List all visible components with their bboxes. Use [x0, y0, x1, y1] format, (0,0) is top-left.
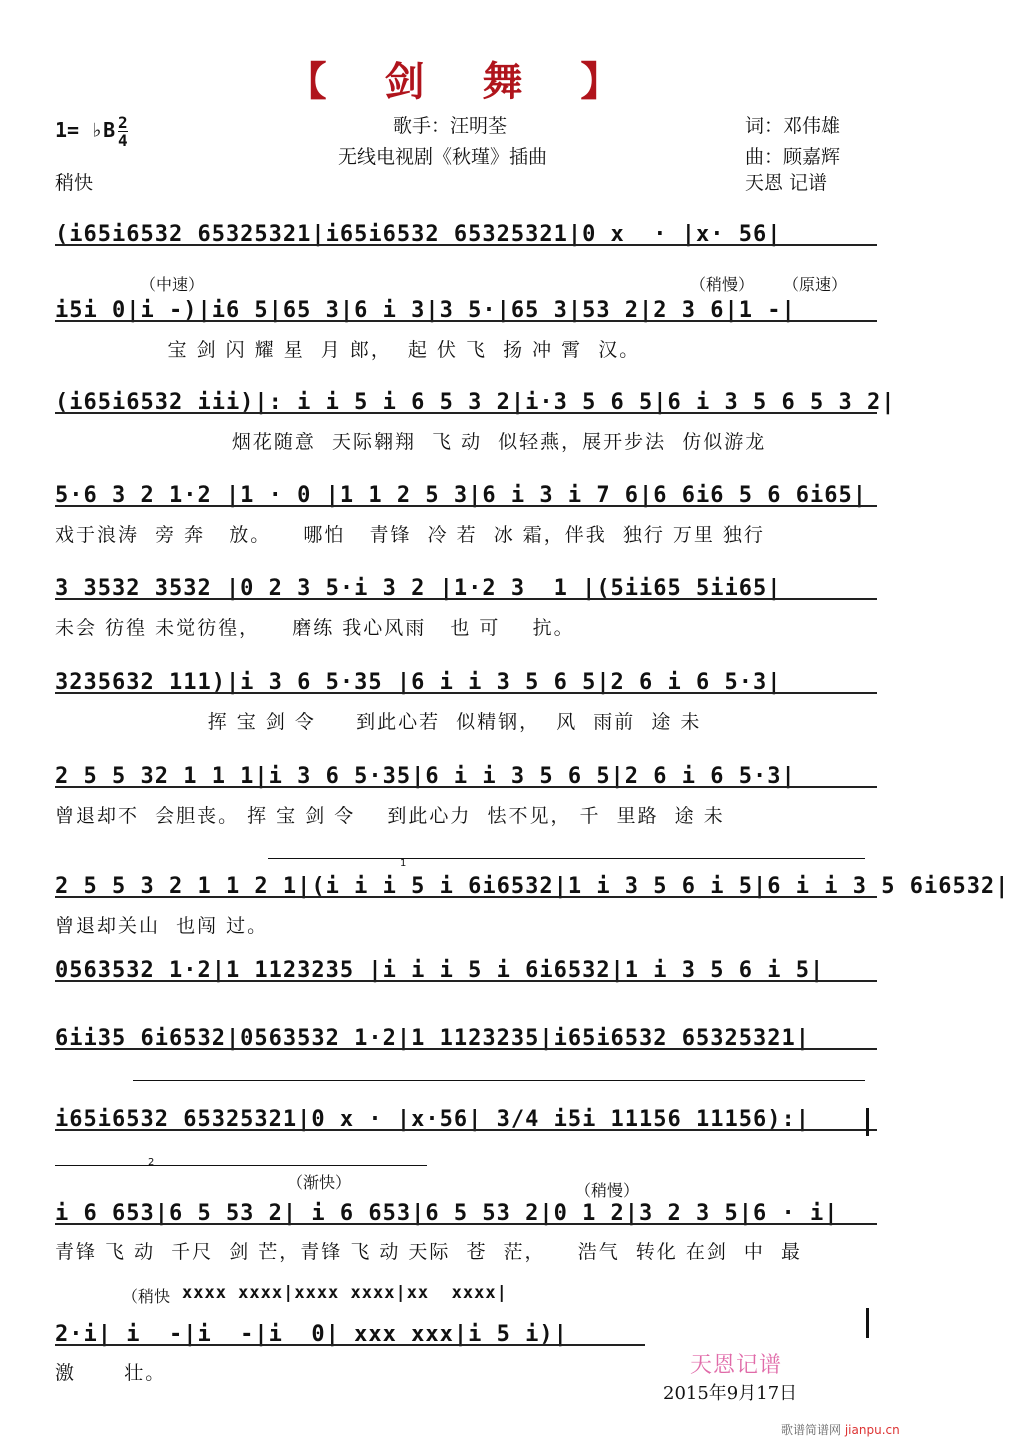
- repeat-bracket: [133, 1080, 865, 1081]
- lyric-row-5: 未会 彷徨 未觉彷徨， 磨练 我心风雨 也 可 抗。: [55, 617, 575, 639]
- lyric-row-6: 挥 宝 剑 令 到此心若 似精钢， 风 雨前 途 未: [55, 711, 702, 733]
- subtitle-credit: 无线电视剧《秋瑾》插曲: [338, 146, 548, 168]
- song-title: 【 剑 舞 】: [286, 59, 643, 105]
- first-ending-bracket: [268, 858, 865, 859]
- lyric-row-13: 激 壮。: [55, 1362, 167, 1384]
- tempo-mark-accel: （渐快）: [287, 1173, 352, 1192]
- time-numerator: 2: [118, 113, 128, 132]
- time-denominator: 4: [118, 131, 128, 150]
- score-row-1: (i65i6532 65325321|i65i6532 65325321|0 x · |x· 56|: [55, 222, 877, 247]
- tempo-mark-slower: （稍慢）: [690, 275, 755, 294]
- transcriber-credit: 天恩 记谱: [745, 172, 828, 194]
- tempo-mark-faster: （稍快: [122, 1287, 171, 1306]
- score-row-5: 3 3532 3532 |0 2 3 5·i 3 2 |1·2 3 1 |(5ii65 5ii65|: [55, 576, 877, 601]
- first-ending-number: 1: [400, 858, 407, 869]
- lyric-row-2: 宝 剑 闪 耀 星 月 郎， 起 伏 飞 扬 冲 霄 汉。: [55, 339, 641, 361]
- watermark-text-b: jianpu.cn: [844, 1423, 900, 1437]
- second-ending-number: 2: [148, 1157, 155, 1168]
- score-row-3: (i65i6532 iii)|: i i 5 i 6 5 3 2|i·3 5 6 5|6 i 3 5 6 5 3 2|: [55, 390, 896, 415]
- lyric-row-3: 烟花随意 天际翱翔 飞 动 似轻燕，展开步法 仿似游龙: [55, 431, 767, 453]
- lyricist-credit: 词：邓伟雄: [745, 115, 841, 137]
- score-row-12: i 6 653|6 5 53 2| i 6 653|6 5 53 2|0 1 2|3 2 3 5|6 · i|: [55, 1201, 877, 1226]
- score-row-7: 2 5 5 32 1 1 1|i 3 6 5·35|6 i i 3 5 6 5|2 6 i 6 5·3|: [55, 764, 877, 789]
- tempo-mark-original: （原速）: [783, 275, 848, 294]
- score-row-10: 6ii35 6i6532|0563532 1·2|1 1123235|i65i6532 65325321|: [55, 1026, 877, 1051]
- score-row-11: i65i6532 65325321|0 x · |x·56| 3/4 i5i 11156 11156):|: [55, 1107, 877, 1132]
- repeat-end-barline: [866, 1108, 869, 1136]
- score-row-9: 0563532 1·2|1 1123235 |i i i 5 i 6i6532|1 i 3 5 6 i 5|: [55, 958, 877, 983]
- time-signature: [118, 114, 128, 149]
- lyric-row-12: 青锋 飞 动 千尺 剑 芒，青锋 飞 动 天际 苍 茫， 浩气 转化 在剑 中 最: [55, 1241, 802, 1263]
- score-row-4: 5·6 3 2 1·2 |1 · 0 |1 1 2 5 3|6 i 3 i 7 6|6 6i6 5 6 6i65|: [55, 483, 877, 508]
- transcriber-stamp: 天恩记谱: [690, 1353, 783, 1378]
- second-ending-bracket: [55, 1165, 427, 1166]
- score-row-6: 3235632 111)|i 3 6 5·35 |6 i i 3 5 6 5|2 6 i 6 5·3|: [55, 670, 877, 695]
- tempo-mark-moderate: （中速）: [140, 275, 205, 294]
- watermark-text-a: 歌谱简谱网: [781, 1423, 842, 1437]
- percussion-group: xxxx xxxx|xxxx xxxx|xx xxxx|: [182, 1283, 508, 1303]
- lyric-row-8: 曾退却关山 也闯 过。: [55, 915, 269, 937]
- tempo-marking: 稍快: [55, 172, 94, 194]
- site-watermark: [781, 1421, 900, 1438]
- singer-credit: 歌手：汪明荃: [393, 115, 508, 137]
- lyric-row-7: 曾退却不 会胆丧。 挥 宝 剑 令 到此心力 怯不见， 千 里路 途 未: [55, 805, 725, 827]
- composer-credit: 曲：顾嘉辉: [745, 146, 841, 168]
- tempo-mark-slower-2: （稍慢）: [575, 1181, 640, 1200]
- final-barline: [866, 1308, 869, 1338]
- lyric-row-4: 戏于浪涛 旁 奔 放。 哪怕 青锋 冷 若 冰 霜，伴我 独行 万里 独行: [55, 524, 765, 546]
- score-row-8: 2 5 5 3 2 1 1 2 1|(i i i 5 i 6i6532|1 i 3 5 6 i 5|6 i i 3 5 6i6532|: [55, 874, 1009, 899]
- score-row-2: i5i 0|i -)|i6 5|65 3|6 i 3|3 5·|65 3|53 2|2 3 6|1 -|: [55, 298, 877, 323]
- score-row-13: 2·i| i -|i -|i 0| xxx xxx|i 5 i)|: [55, 1322, 645, 1347]
- key-signature: 1= ♭B: [55, 118, 116, 142]
- transcription-date: 2015年9月17日: [663, 1383, 798, 1404]
